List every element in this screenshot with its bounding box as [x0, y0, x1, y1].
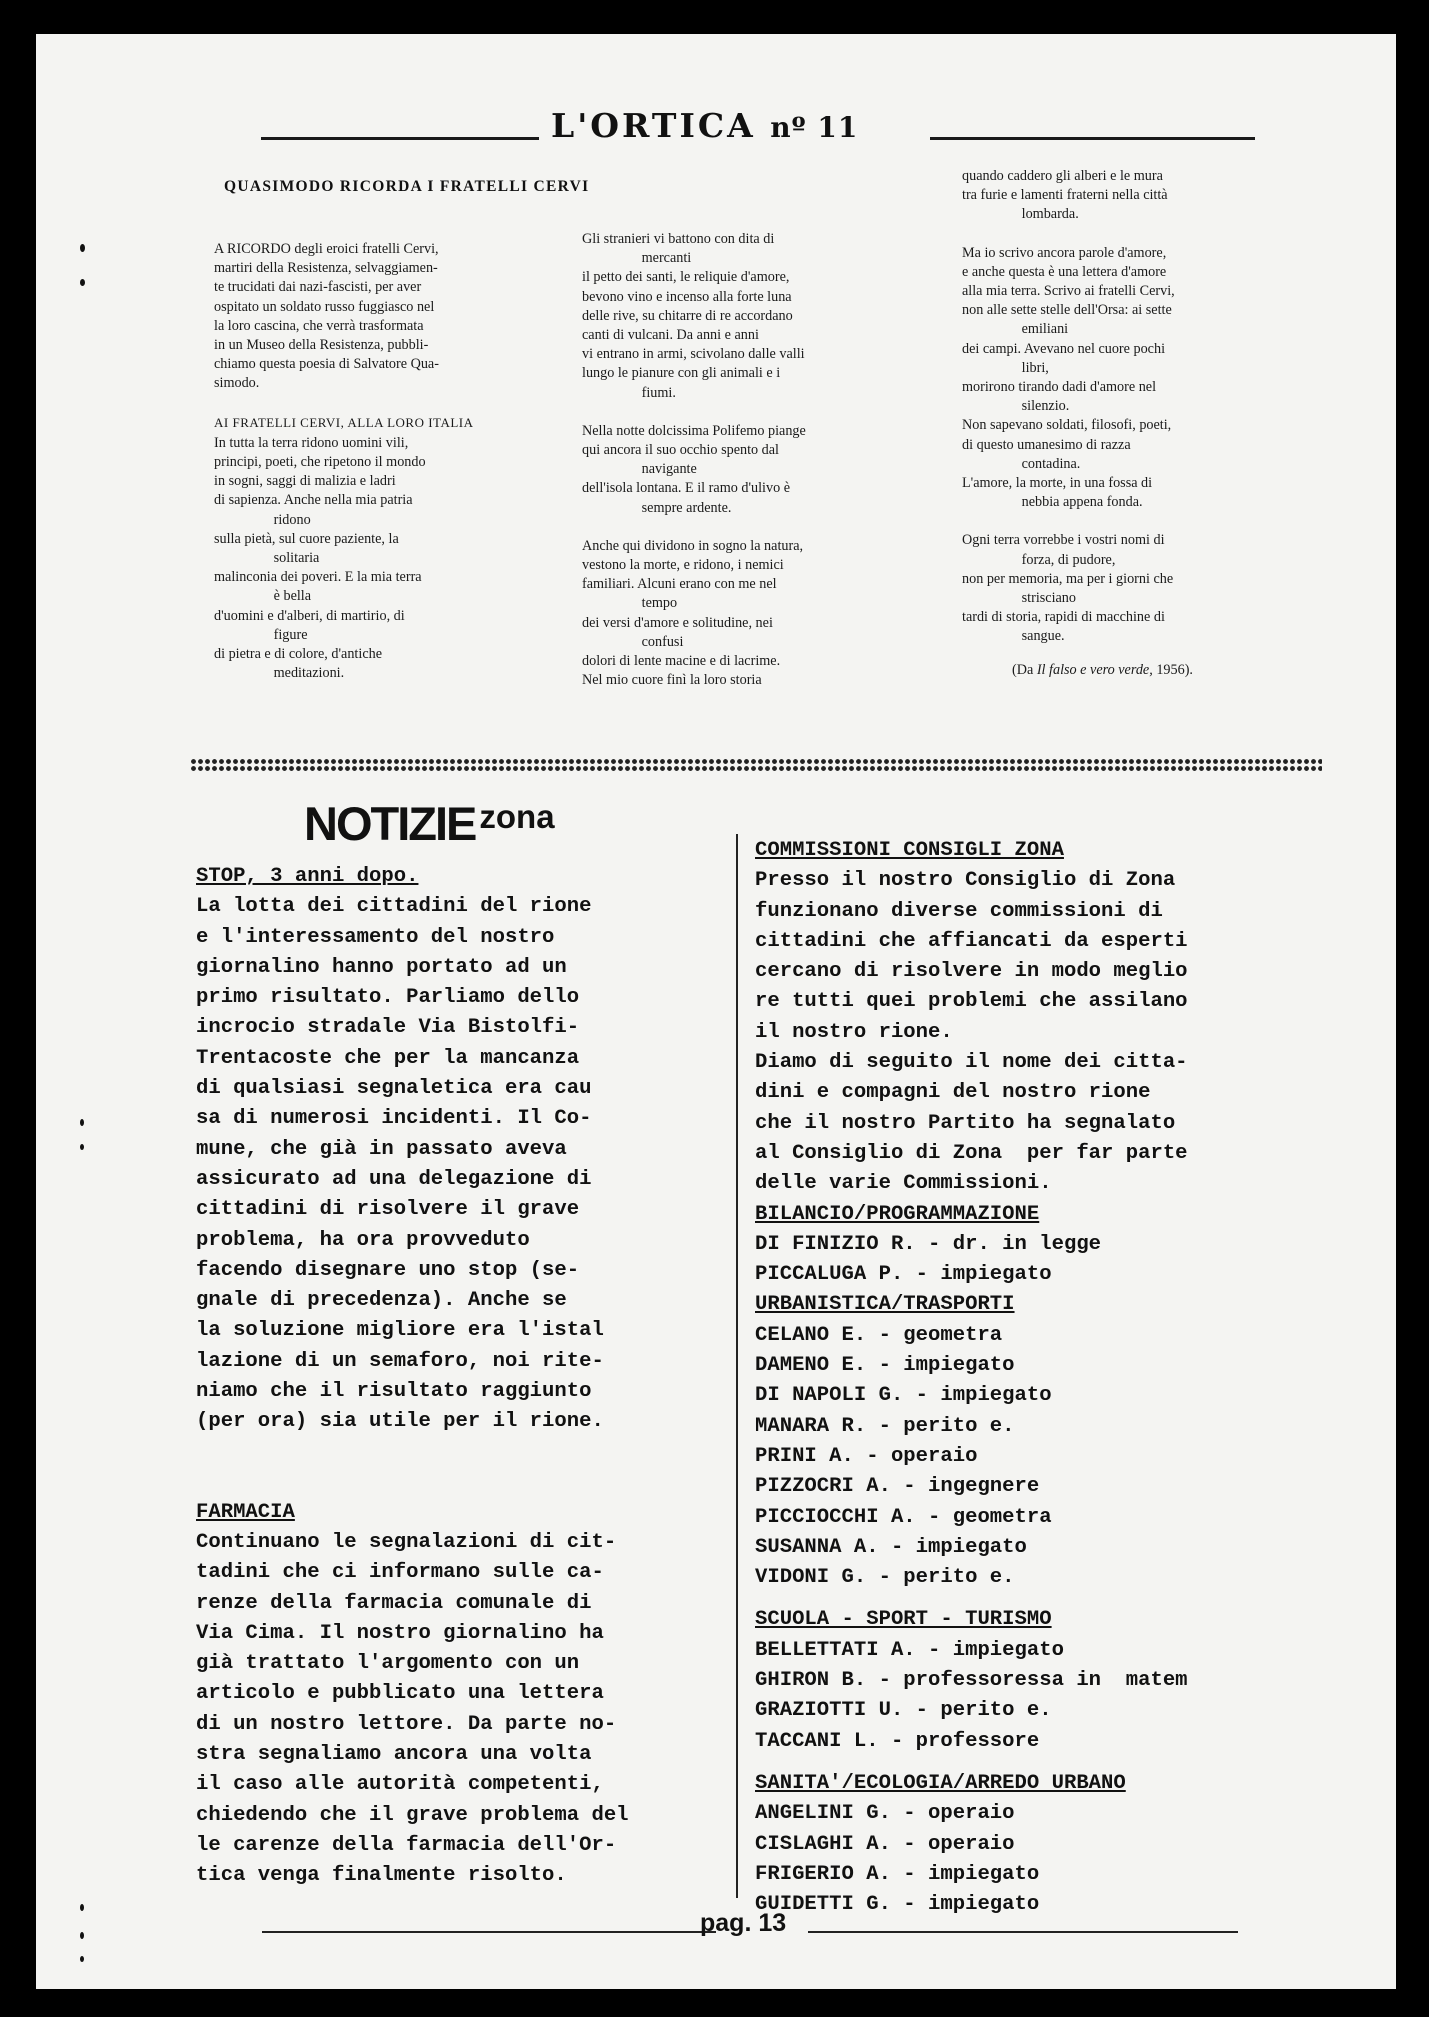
verse-line: Ogni terra vorrebbe i vostri nomi di	[962, 532, 1165, 549]
article-line: di qualsiasi segnaletica era cau	[196, 1077, 592, 1101]
verse-line: mercanti	[641, 250, 692, 267]
verse-line: tardi di storia, rapidi di macchine di	[962, 609, 1165, 626]
article-line: problema, ha ora provveduto	[196, 1228, 530, 1252]
verse-line: confusi	[641, 633, 684, 650]
article-line: re tutti quei problemi che assilano	[755, 990, 1188, 1014]
article-line: la soluzione migliore era l'istal	[196, 1319, 604, 1343]
commission-member: GRAZIOTTI U. - perito e.	[755, 1699, 1052, 1723]
verse-line: Ma io scrivo ancora parole d'amore,	[962, 244, 1167, 261]
poem-section-title: QUASIMODO RICORDA I FRATELLI CERVI	[224, 178, 590, 195]
verse-line: Gli stranieri vi battono con dita di	[582, 231, 775, 247]
commission-member: DI NAPOLI G. - impiegato	[755, 1384, 1052, 1408]
article-line: il nostro rione.	[755, 1020, 953, 1044]
verse-line: e anche questa è una lettera d'amore	[962, 263, 1167, 280]
article-line: già trattato l'argomento con un	[196, 1652, 580, 1676]
column-divider	[736, 834, 738, 1898]
verse-line: delle rive, su chitarre di re accordano	[582, 307, 793, 324]
scan-speck	[80, 1144, 84, 1150]
right-news-column	[755, 836, 1188, 1920]
commission-member: VIDONI G. - perito e.	[755, 1566, 1015, 1590]
verse-line: non alle sette stelle dell'Orsa: ai sette	[962, 302, 1172, 319]
article-line: Diamo di seguito il nome dei citta-	[755, 1051, 1188, 1075]
verse-line: navigante	[641, 461, 697, 478]
poem-verses-2	[582, 230, 927, 690]
verse-line: bevono vino e incenso alla forte luna	[582, 288, 792, 305]
article-line: renze della farmacia comunale di	[196, 1591, 592, 1615]
article-line: gnale di precedenza). Anche se	[196, 1289, 567, 1313]
verse-line: Nella notte dolcissima Polifemo piange	[582, 422, 806, 439]
intro-line: simodo.	[214, 375, 260, 392]
commission-member: PRINI A. - operaio	[755, 1444, 978, 1468]
stanza-break	[962, 512, 1307, 531]
masthead-rule-right	[930, 137, 1255, 140]
article-line: incrocio stradale Via Bistolfi-	[196, 1016, 580, 1040]
commission-member: TACCANI L. - professore	[755, 1729, 1040, 1753]
article-line: Via Cima. Il nostro giornalino ha	[196, 1621, 604, 1645]
source-suffix: 1956).	[1156, 661, 1193, 678]
verse-line: alla mia terra. Scrivo ai fratelli Cervi,	[962, 283, 1175, 300]
verse-line: di pietra e di colore, d'antiche	[214, 646, 383, 663]
stanza-break	[582, 403, 927, 422]
scan-speck	[80, 1904, 84, 1911]
article-line: primo risultato. Parliamo dello	[196, 986, 580, 1010]
poem-source	[962, 661, 1307, 680]
notizie-title-sub: zona	[479, 798, 555, 835]
commission-member: CELANO E. - geometra	[755, 1323, 1003, 1347]
article-line: tadini che ci informano sulle ca-	[196, 1561, 604, 1585]
source-title: Il falso e vero verde,	[1036, 661, 1153, 678]
verse-line: lombarda.	[1021, 206, 1079, 223]
article-line: e l'interessamento del nostro	[196, 925, 555, 949]
intro-line: chiamo questa poesia di Salvatore Qua-	[214, 356, 439, 373]
verse-line: qui ancora il suo occhio spento dal	[582, 442, 779, 459]
scan-speck	[80, 1956, 84, 1962]
poem-column-3	[962, 167, 1307, 680]
poem-verses-1	[214, 434, 524, 684]
article-line: cittadini che affiancati da esperti	[755, 929, 1188, 953]
verse-line: quando caddero gli alberi e le mura	[962, 168, 1163, 184]
article-line: assicurato ad una delegazione di	[196, 1167, 592, 1191]
notizie-title-main: NOTIZIE	[304, 797, 476, 850]
verse-line: di questo umanesimo di razza	[962, 436, 1131, 453]
intro-text	[214, 240, 524, 394]
masthead-title: L'ORTICA	[551, 106, 756, 145]
article-line: al Consiglio di Zona per far parte	[755, 1141, 1188, 1165]
verse-line: lungo le pianure con gli animali e i	[582, 365, 781, 382]
dotted-divider	[190, 758, 1322, 772]
verse-line: dolori di lente macine e di lacrime.	[582, 653, 781, 670]
issue-number: nº 11	[770, 111, 859, 144]
scan-speck	[80, 244, 85, 252]
poem-verses-3	[962, 167, 1307, 647]
article-line: funzionano diverse commissioni di	[755, 899, 1163, 923]
notizie-zona-title	[304, 796, 555, 851]
article-line: mune, che già in passato aveva	[196, 1137, 567, 1161]
intro-line: ospitato un soldato russo fuggiasco nel	[214, 298, 435, 315]
article-spacer	[196, 1438, 629, 1498]
verse-line: dei versi d'amore e solitudine, nei	[582, 614, 773, 631]
verse-line: morirono tirando dadi d'amore nel	[962, 379, 1157, 396]
article-line: Continuano le segnalazioni di cit-	[196, 1530, 617, 1554]
commission-member: PIZZOCRI A. - ingegnere	[755, 1475, 1040, 1499]
verse-line: Non sapevano soldati, filosofi, poeti,	[962, 417, 1172, 434]
article-line: lazione di un semaforo, noi rite-	[196, 1349, 604, 1373]
verse-line: sempre ardente.	[641, 499, 732, 516]
stanza-break	[582, 518, 927, 537]
intro-line: la loro cascina, che verrà trasformata	[214, 317, 424, 334]
verse-line: d'uomini e d'alberi, di martirio, di	[214, 607, 405, 624]
article-heading: FARMACIA	[196, 1500, 295, 1524]
commission-member: FRIGERIO A. - impiegato	[755, 1862, 1040, 1886]
article-line: di un nostro lettore. Da parte no-	[196, 1712, 617, 1736]
article-line: articolo e pubblicato una lettera	[196, 1682, 604, 1706]
article-line: cercano di risolvere in modo meglio	[755, 960, 1188, 984]
commission-member: DAMENO E. - impiegato	[755, 1354, 1015, 1378]
commission-member: GUIDETTI G. - impiegato	[755, 1893, 1040, 1917]
intro-line: te trucidati dai nazi-fascisti, per aver	[214, 279, 422, 296]
scan-speck	[80, 279, 85, 286]
article-heading: STOP, 3 anni dopo.	[196, 865, 419, 888]
article-line: sa di numerosi incidenti. Il Co-	[196, 1107, 592, 1131]
article-line: stra segnaliamo ancora una volta	[196, 1743, 592, 1767]
article-line: chiedendo che il grave problema del	[196, 1803, 629, 1827]
scan-speck	[80, 1932, 84, 1939]
poem-column-2	[582, 230, 927, 690]
article-line: Trentacoste che per la mancanza	[196, 1046, 580, 1070]
verse-line: nebbia appena fonda.	[1021, 494, 1143, 511]
poem-heading: AI FRATELLI CERVI, ALLA LORO ITALIA	[214, 414, 474, 430]
verse-line: è bella	[273, 588, 312, 605]
commission-member: SUSANNA A. - impiegato	[755, 1535, 1027, 1559]
left-news-column	[196, 862, 629, 1892]
article-line: dini e compagni del nostro rione	[755, 1081, 1151, 1105]
verse-line: contadina.	[1021, 455, 1081, 472]
commission-member: DI FINIZIO R. - dr. in legge	[755, 1232, 1102, 1256]
commission-member: BELLETTATI A. - impiegato	[755, 1638, 1064, 1662]
commission-member: CISLAGHI A. - operaio	[755, 1832, 1015, 1856]
stanza-break	[962, 225, 1307, 244]
verse-line: tempo	[641, 595, 678, 612]
verse-line: tra furie e lamenti fraterni nella città	[962, 187, 1168, 204]
commission-member: PICCIOCCHI A. - geometra	[755, 1505, 1052, 1529]
verse-line: non per memoria, ma per i giorni che	[962, 570, 1174, 587]
article-line: tica venga finalmente risolto.	[196, 1864, 567, 1888]
article-line: cittadini di risolvere il grave	[196, 1198, 580, 1222]
verse-line: Nel mio cuore finì la loro storia	[582, 672, 762, 689]
verse-line: sangue.	[1021, 628, 1065, 645]
newspaper-page	[36, 34, 1396, 1989]
article-line: le carenze della farmacia dell'Or-	[196, 1833, 617, 1857]
verse-line: vestono la morte, e ridono, i nemici	[582, 557, 784, 574]
verse-line: di sapienza. Anche nella mia patria	[214, 492, 413, 509]
article-line: delle varie Commissioni.	[755, 1172, 1052, 1196]
verse-line: In tutta la terra ridono uomini vili,	[214, 434, 409, 451]
article-line: il caso alle autorità competenti,	[196, 1773, 604, 1797]
commission-member: ANGELINI G. - operaio	[755, 1802, 1015, 1826]
verse-line: fiumi.	[641, 384, 676, 401]
verse-line: Anche qui dividono in sogno la natura,	[582, 537, 804, 554]
verse-line: silenzio.	[1021, 398, 1070, 415]
commission-member: MANARA R. - perito e.	[755, 1414, 1015, 1438]
verse-line: emiliani	[1021, 321, 1069, 338]
article-line: che il nostro Partito ha segnalato	[755, 1111, 1176, 1135]
verse-line: principi, poeti, che ripetono il mondo	[214, 454, 426, 471]
intro-line: in un Museo della Resistenza, pubbli-	[214, 337, 429, 354]
commission-member: GHIRON B. - professoressa in matem	[755, 1669, 1188, 1693]
scan-speck	[80, 1119, 84, 1126]
footer-rule-left	[262, 1931, 716, 1933]
masthead	[551, 106, 858, 145]
commission-heading: SCUOLA - SPORT - TURISMO	[755, 1608, 1052, 1632]
verse-line: figure	[273, 626, 308, 643]
verse-line: libri,	[1021, 359, 1049, 376]
article-line: niamo che il risultato raggiunto	[196, 1380, 592, 1404]
verse-line: ridono	[273, 511, 311, 528]
verse-line: strisciano	[1021, 590, 1076, 607]
commission-member: PICCALUGA P. - impiegato	[755, 1263, 1052, 1287]
intro-line: martiri della Resistenza, selvaggiamen-	[214, 260, 438, 277]
article-heading: COMMISSIONI CONSIGLI ZONA	[755, 839, 1064, 862]
verse-line: meditazioni.	[273, 665, 345, 682]
article-line: La lotta dei cittadini del rione	[196, 895, 592, 919]
verse-line: solitaria	[273, 550, 320, 567]
verse-line: sulla pietà, sul cuore paziente, la	[214, 530, 399, 547]
verse-line: dei campi. Avevano nel cuore pochi	[962, 340, 1166, 357]
verse-line: il petto dei santi, le reliquie d'amore,	[582, 269, 790, 286]
verse-line: familiari. Alcuni erano con me nel	[582, 576, 777, 593]
verse-line: vi entrano in armi, scivolano dalle valli	[582, 346, 805, 363]
page-number: pag. 13	[700, 1909, 787, 1937]
source-prefix: (Da	[1012, 661, 1034, 678]
commission-heading: SANITA'/ECOLOGIA/ARREDO URBANO	[755, 1771, 1126, 1795]
verse-line: canti di vulcani. Da anni e anni	[582, 327, 759, 344]
verse-line: malinconia dei poveri. E la mia terra	[214, 569, 422, 586]
intro-line: A RICORDO degli eroici fratelli Cervi,	[214, 241, 439, 257]
masthead-rule-left	[261, 137, 539, 140]
article-line: (per ora) sia utile per il rione.	[196, 1410, 604, 1434]
article-line: giornalino hanno portato ad un	[196, 955, 567, 979]
verse-line: in sogni, saggi di malizia e ladri	[214, 473, 396, 490]
article-line: facendo disegnare uno stop (se-	[196, 1258, 580, 1282]
poem-column-1	[214, 240, 524, 683]
commission-heading: URBANISTICA/TRASPORTI	[755, 1293, 1015, 1317]
article-line: Presso il nostro Consiglio di Zona	[755, 869, 1176, 893]
footer-rule-right	[808, 1931, 1238, 1933]
verse-line: forza, di pudore,	[1021, 551, 1116, 568]
verse-line: L'amore, la morte, in una fossa di	[962, 475, 1153, 492]
verse-line: dell'isola lontana. E il ramo d'ulivo è	[582, 480, 791, 497]
commission-heading: BILANCIO/PROGRAMMAZIONE	[755, 1202, 1040, 1226]
